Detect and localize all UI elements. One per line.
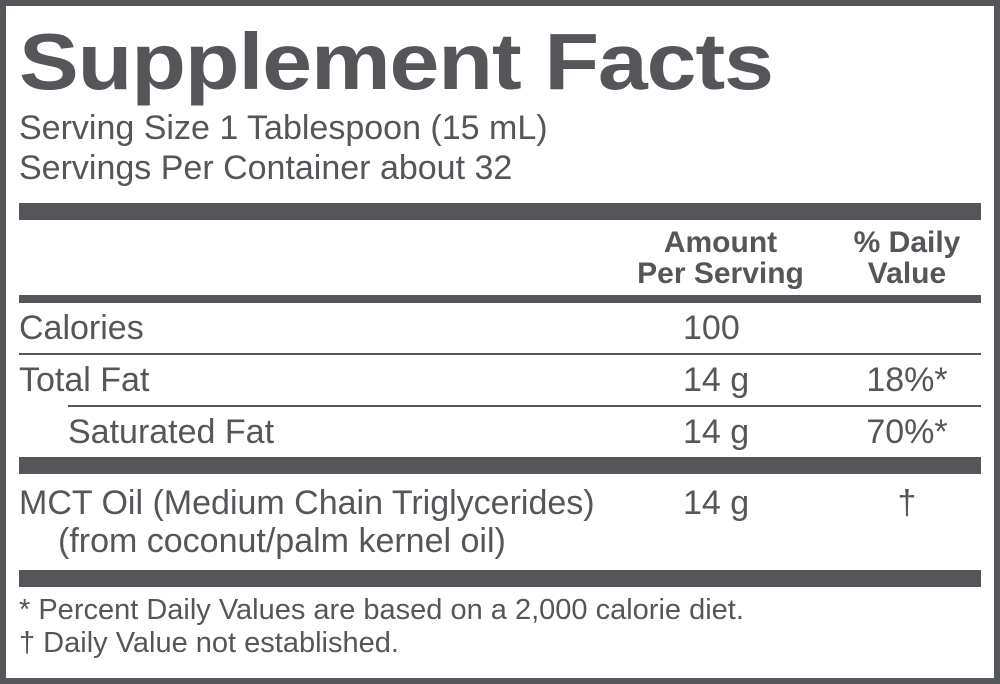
table-row-mct-oil	[19, 474, 981, 570]
row-name-block	[19, 484, 683, 560]
divider-bar-top	[19, 203, 981, 220]
ingredient-name: MCT Oil (Medium Chain Triglycerides)	[19, 484, 595, 522]
ingredient-source: (from coconut/palm kernel oil)	[58, 522, 506, 560]
row-amount: 14 g	[683, 484, 750, 522]
row-amount: 14 g	[683, 413, 750, 451]
divider-bar-bottom	[19, 570, 981, 587]
row-amount: 14 g	[683, 361, 750, 399]
divider-bar-header	[19, 295, 981, 303]
column-header-dv-line2: Value	[867, 257, 947, 290]
column-header-daily-value	[833, 227, 981, 289]
row-name: Total Fat	[19, 361, 150, 399]
row-amount: 100	[683, 309, 740, 347]
row-name: Calories	[19, 309, 144, 347]
row-daily-value: 70%*	[866, 413, 948, 451]
column-header-amount	[608, 227, 833, 289]
serving-info	[19, 108, 981, 188]
servings-per-container: Servings Per Container about 32	[19, 149, 513, 187]
serving-size: Serving Size 1 Tablespoon (15 mL)	[19, 109, 548, 147]
footnote-percent-dv: * Percent Daily Values are based on a 2,000 calorie diet.	[19, 594, 744, 626]
row-daily-value: 18%*	[866, 361, 948, 399]
divider-bar-middle	[19, 457, 981, 474]
footnote-dagger: † Daily Value not established.	[19, 627, 399, 659]
table-row-saturated-fat	[19, 407, 981, 457]
row-name: Saturated Fat	[68, 413, 275, 451]
table-row-calories	[19, 303, 981, 353]
footnotes	[19, 594, 981, 660]
column-header-amount-line2: Per Serving	[637, 257, 804, 290]
row-daily-value: †	[897, 484, 917, 522]
table-row-total-fat	[19, 355, 981, 405]
table-header	[19, 220, 981, 295]
panel-title: Supplement Facts	[19, 17, 773, 106]
column-header-dv-line1: % Daily	[853, 226, 961, 259]
column-header-amount-line1: Amount	[663, 226, 778, 259]
